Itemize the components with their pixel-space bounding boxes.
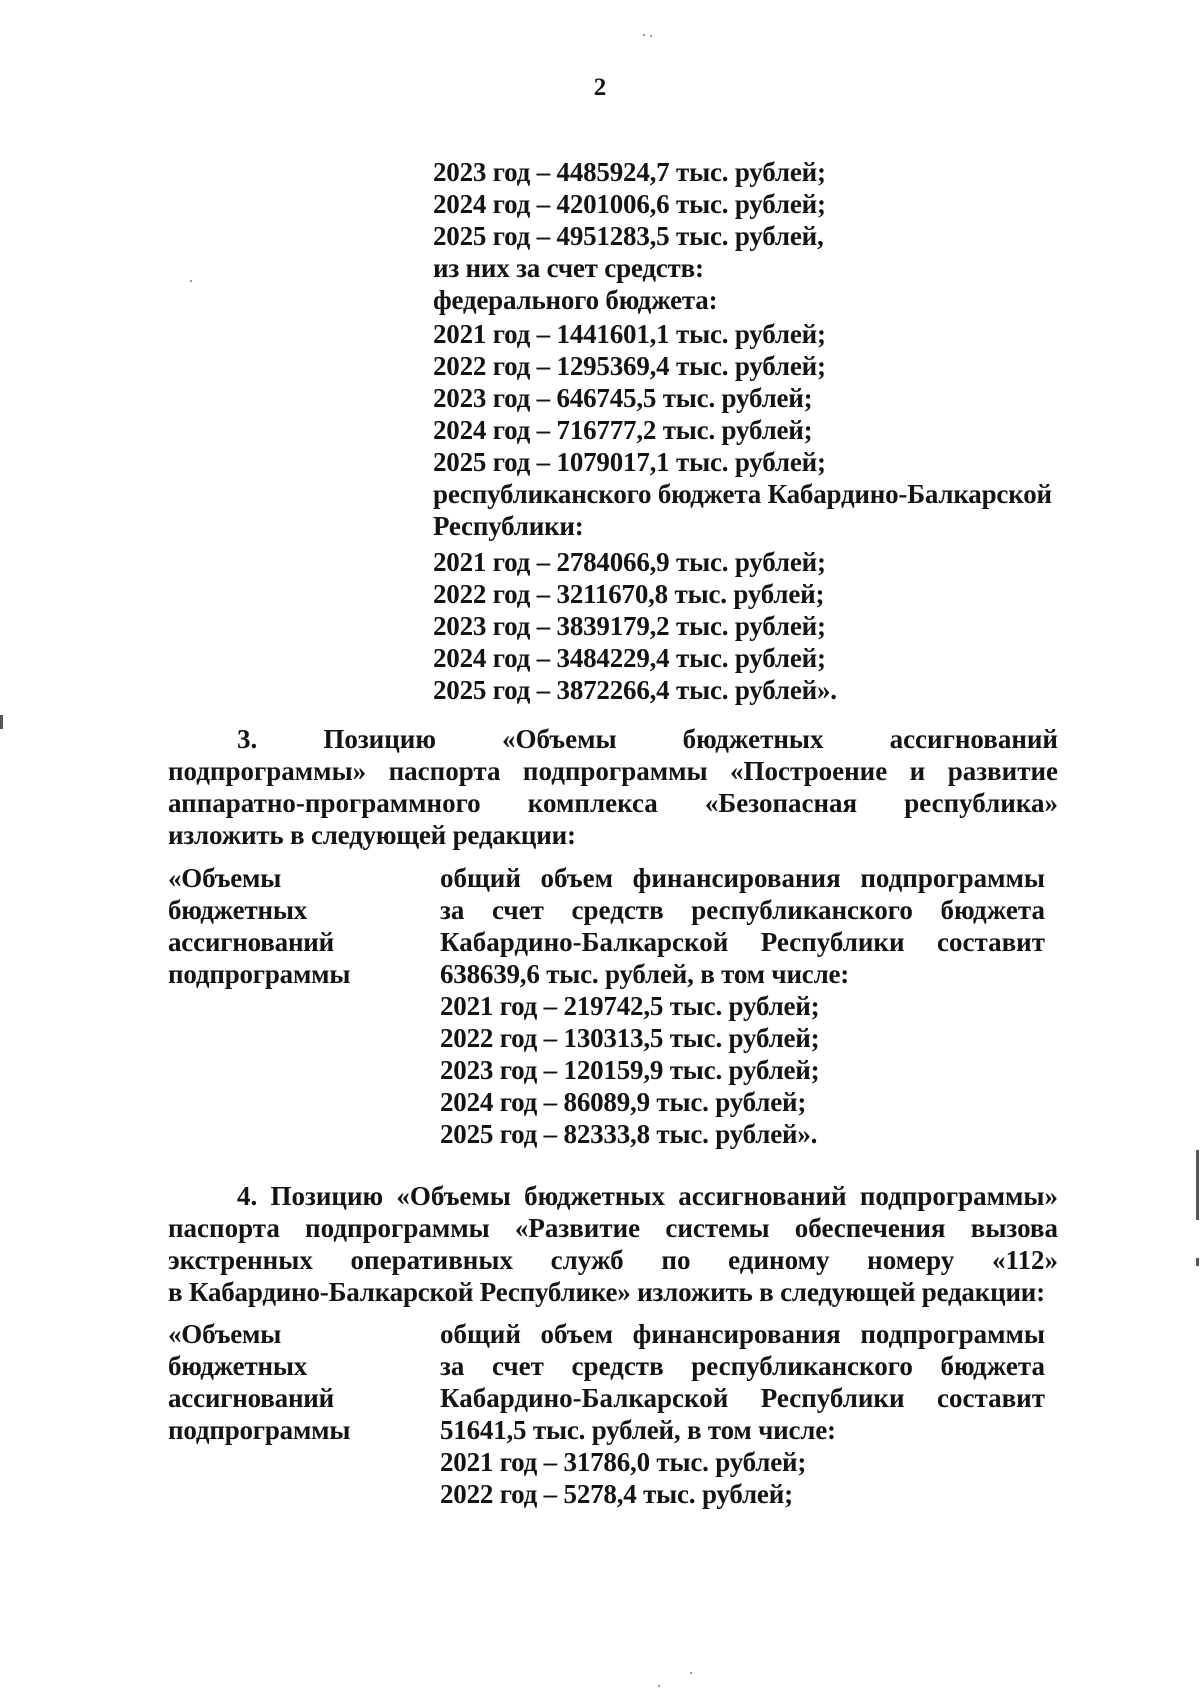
scan-speck — [650, 35, 652, 37]
paragraph-line: в Кабардино-Балкарской Республике» изложить в следующей редакции: — [168, 1277, 1045, 1307]
table-value: 2025 год – 82333,8 тыс. рублей». — [440, 1119, 818, 1149]
table-value: за счет средств республиканского бюджета — [440, 895, 1045, 925]
page-number: 2 — [593, 74, 607, 101]
table-value: общий объем финансирования подпрограммы — [440, 1319, 1045, 1349]
table-value: 2022 год – 130313,5 тыс. рублей; — [440, 1023, 820, 1053]
scan-edge-mark — [1196, 1150, 1199, 1220]
text-line: 2023 год – 3839179,2 тыс. рублей; — [433, 611, 826, 641]
text-line: 2024 год – 3484229,4 тыс. рублей; — [433, 643, 826, 673]
text-line: 2025 год – 4951283,5 тыс. рублей, — [433, 221, 824, 251]
table-label: «Объемы — [168, 863, 282, 893]
paragraph-line: 3. Позицию «Объемы бюджетных ассигнований — [237, 724, 1058, 754]
paragraph-line: аппаратно-программного комплекса «Безопасная республика» — [168, 788, 1058, 818]
scan-speck — [643, 34, 645, 36]
text-line: 2021 год – 2784066,9 тыс. рублей; — [433, 547, 826, 577]
text-line: 2024 год – 4201006,6 тыс. рублей; — [433, 189, 826, 219]
table-value: 2021 год – 31786,0 тыс. рублей; — [440, 1447, 807, 1477]
table-label: бюджетных — [168, 895, 308, 925]
table-value: Кабардино-Балкарской Республики составит — [440, 927, 1045, 957]
text-line: республиканского бюджета Кабардино-Балкарской — [433, 479, 1052, 509]
table-value: 2023 год – 120159,9 тыс. рублей; — [440, 1055, 820, 1085]
text-line: 2023 год – 4485924,7 тыс. рублей; — [433, 157, 826, 187]
table-value: 2021 год – 219742,5 тыс. рублей; — [440, 991, 820, 1021]
text-line: 2024 год – 716777,2 тыс. рублей; — [433, 415, 813, 445]
table-label: подпрограммы — [168, 959, 351, 989]
paragraph-line: подпрограммы» паспорта подпрограммы «Построение и развитие — [168, 756, 1058, 786]
text-line: 2025 год – 3872266,4 тыс. рублей». — [433, 675, 837, 705]
paragraph-line: паспорта подпрограммы «Развитие системы обеспечения вызова — [168, 1213, 1058, 1243]
text-line: 2022 год – 3211670,8 тыс. рублей; — [433, 579, 825, 609]
text-line: 2022 год – 1295369,4 тыс. рублей; — [433, 351, 826, 381]
table-label: подпрограммы — [168, 1415, 351, 1445]
table-value: 51641,5 тыс. рублей, в том числе: — [440, 1415, 836, 1445]
scan-speck — [690, 1672, 692, 1674]
scan-edge-mark — [0, 715, 3, 729]
text-line: 2023 год – 646745,5 тыс. рублей; — [433, 383, 813, 413]
table-label: ассигнований — [168, 1383, 335, 1413]
table-label: ассигнований — [168, 927, 335, 957]
table-label: «Объемы — [168, 1319, 282, 1349]
scan-speck — [658, 1685, 660, 1687]
paragraph-line: 4. Позицию «Объемы бюджетных ассигнований подпрограммы» — [237, 1181, 1058, 1211]
scan-edge-mark — [1196, 1258, 1199, 1266]
table-value: Кабардино-Балкарской Республики составит — [440, 1383, 1045, 1413]
text-line: 2021 год – 1441601,1 тыс. рублей; — [433, 319, 826, 349]
table-value: за счет средств республиканского бюджета — [440, 1351, 1045, 1381]
table-label: бюджетных — [168, 1351, 308, 1381]
paragraph-line: изложить в следующей редакции: — [168, 820, 576, 850]
table-value: общий объем финансирования подпрограммы — [440, 863, 1045, 893]
paragraph-line: экстренных оперативных служб по единому номеру «112» — [168, 1245, 1058, 1275]
table-value: 2022 год – 5278,4 тыс. рублей; — [440, 1479, 793, 1509]
text-line: федерального бюджета: — [433, 285, 718, 315]
text-line: 2025 год – 1079017,1 тыс. рублей; — [433, 447, 826, 477]
table-value: 638639,6 тыс. рублей, в том числе: — [440, 959, 850, 989]
scan-speck — [190, 280, 192, 282]
table-value: 2024 год – 86089,9 тыс. рублей; — [440, 1087, 807, 1117]
text-line: Республики: — [433, 511, 584, 541]
text-line: из них за счет средств: — [433, 253, 704, 283]
